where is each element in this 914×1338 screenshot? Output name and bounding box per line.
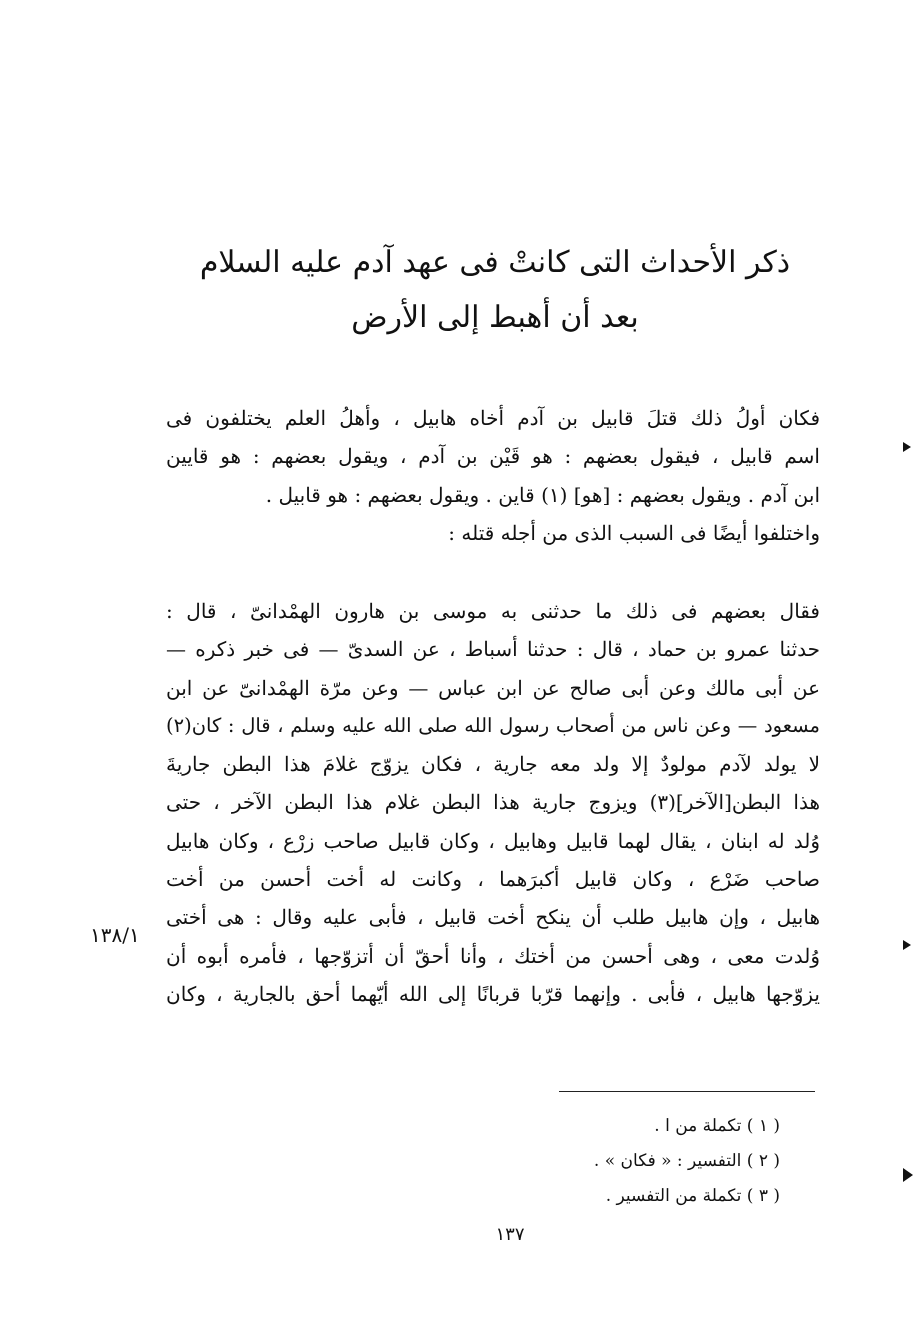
footnote: ( ٣ ) تكملة من التفسير .	[605, 1186, 780, 1206]
text-line: يزوّجها هابيل ، فأبى . وإنهما قرّبا قربانًا إلى الله أيّهما أحق بالجارية ، وكان	[166, 981, 820, 1006]
text-line: اسم قابيل ، فيقول بعضهم : هو قَيْن بن آدم ، ويقول بعضهم : هو قايين	[166, 444, 820, 469]
text-line: هابيل ، وإن هابيل طلب أن ينكح أخت قابيل ، فأبى عليه وقال : هى أختى	[166, 905, 820, 930]
chapter-heading-line-2: بعد أن أهبط إلى الأرض	[351, 300, 639, 335]
footnote: ( ١ ) تكملة من ا .	[654, 1116, 780, 1136]
edge-mark-icon	[903, 442, 911, 452]
footnote: ( ٢ ) التفسير : « فكان » .	[593, 1151, 780, 1171]
text-line: حدثنا عمرو بن حماد ، قال : حدثنا أسباط ، عن السدىّ — فى خبر ذكره —	[166, 637, 820, 662]
chapter-heading-line-1: ذكر الأحداث التى كانتْ فى عهد آدم عليه السلام	[199, 245, 791, 280]
text-line: مسعود — وعن ناس من أصحاب رسول الله صلى الله عليه وسلم ، قال : كان(٢)	[166, 713, 820, 737]
footnotes	[400, 1109, 780, 1214]
edge-mark-icon	[903, 940, 911, 950]
paragraph-2	[166, 592, 820, 1013]
text-line: ابن آدم . ويقول بعضهم : [هو] (١) قاين . ويقول بعضهم : هو قابيل .	[265, 482, 820, 507]
text-line: عن أبى مالك وعن أبى صالح عن ابن عباس — وعن مرّة الهمْدانىّ عن ابن	[166, 675, 820, 700]
margin-reference: ١٣٨/١	[90, 923, 140, 947]
paragraph-1	[166, 399, 820, 552]
footnote-divider	[559, 1091, 815, 1092]
text-line: هذا البطن[الآخر](٣) ويزوج جارية هذا البطن غلام هذا البطن الآخر ، حتى	[166, 790, 820, 815]
text-line: صاحب ضَرْع ، وكان قابيل أكبرَهما ، وكانت له أخت أحسن من أخت	[166, 867, 820, 892]
text-line: وُلد له ابنان ، يقال لهما قابيل وهابيل ، وكان قابيل صاحب زرْع ، وكان هابيل	[166, 828, 820, 853]
text-line: لا يولد لآدم مولودٌ إلا ولد معه جارية ، فكان يزوّج غلامَ هذا البطن جاريةَ	[166, 752, 820, 777]
text-line: فكان أولُ ذلك قتلَ قابيل بن آدم أخاه هابيل ، وأهلُ العلم يختلفون فى	[166, 406, 820, 430]
text-line: واختلفوا أيضًا فى السبب الذى من أجله قتله :	[448, 520, 820, 545]
text-line: فقال بعضهم فى ذلك ما حدثنى به موسى بن هارون الهمْدانىّ ، قال :	[166, 599, 820, 623]
text-line: وُلدت معى ، وهى أحسن من أختك ، وأنا أحقّ أن أتزوّجها ، فأمره أبوه أن	[166, 943, 820, 968]
edge-mark-icon	[903, 1168, 913, 1182]
page-number: ١٣٧	[495, 1224, 525, 1245]
